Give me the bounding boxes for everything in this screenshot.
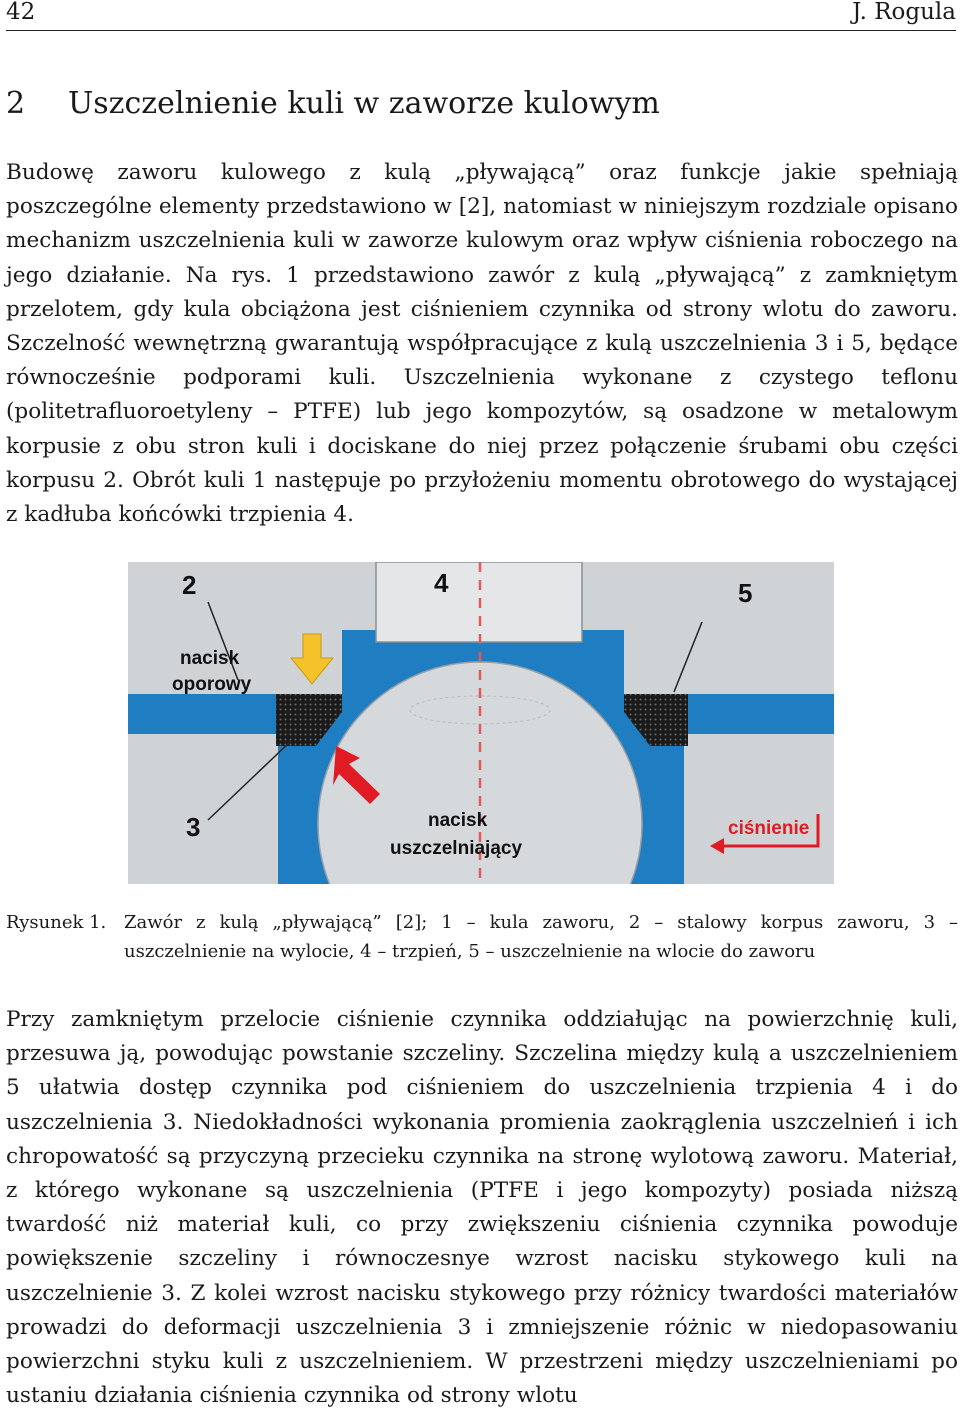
label-nacisk-oporowy-2: oporowy [172,674,252,695]
inlet-body [684,734,834,884]
paragraph-mechanism: Przy zamkniętym przelocie ciśnienie czynnika oddziałując na powierzchnię kuli, przesuwa ją, powodując powstanie szczeliny. Szczelina między kulą a uszczelnieniem 5 ułatwia dostęp czynnika pod ciśnieniem do uszczelnienia trzpienia 4 i do uszczelnienia 3. Niedokładności wykonania promienia zaokrąglenia uszczelnień i ich chropowatość są przyczyną przecieku czynnika na stronę wylotową zaworu. Materiał, z którego wykonane są uszczelnienia (PTFE i jego kompozyty) posiada niższą twardość niż materiał kuli, co przy zwiększeniu ciśnienia czynnika powoduje powiększenie szczeliny i równoczesnye wzrost nacisku stykowego kuli na uszczelnienie 3. Z kolei wzrost nacisku stykowego przy różnicy twardości materiałów prowadzi do deformacji uszczelnienia 3 i zmniejszenie różnic w niedopasowaniu powierzchni styku kuli z uszczelnieniem. W przestrzeni między uszczelnieniami po ustaniu działania ciśnienia czynnika od strony wlotu [6,1007,958,1409]
valve-diagram [128,562,834,884]
caption-label: Rysunek 1. [6,912,107,933]
section-number: 2 [6,86,26,121]
label-nacisk-oporowy-1: nacisk [180,648,240,669]
label-cisnienie: ciśnienie [728,818,810,839]
label-3: 3 [186,812,201,842]
label-nacisk-uszcz-1: nacisk [428,810,488,831]
page-header [6,0,956,31]
label-5: 5 [738,578,753,608]
page-number: 42 [6,0,36,25]
label-4: 4 [434,568,449,598]
paragraph-intro: Budowę zaworu kulowego z kulą „pływającą” oraz funkcje jakie spełniają poszczególne elementy przedstawiono w [2], natomiast w niniejszym rozdziale opisano mechanizm uszczelnienia kuli w zaworze kulowym oraz wpływ ciśnienia roboczego na jego działanie. Na rys. 1 przedstawiono zawór z kulą „pływającą” z zamkniętym przelotem, gdy kula obciążona jest ciśnieniem czynnika od strony wlotu do zaworu. Szczelność wewnętrzną gwarantują współpracujące z kulą uszczelnienia 3 i 5, będące równocześnie podporami kuli. Uszczelnienia wykonane z czystego teflonu (politetrafluoroetyleny – PTFE) lub jego kompozytów, są osadzone w metalowym korpusie z obu stron kuli i dociskane do niej przez połączenie śrubami obu części korpusu 2. Obrót kuli 1 następuje po przyłożeniu momentu obrotowego do wystającej z kadłuba końcówki trzpienia 4. [6,160,958,528]
section-title: Uszczelnienie kuli w zaworze kulowym [68,86,660,121]
caption-text: Zawór z kulą „pływającą” [2]; 1 – kula zaworu, 2 – stalowy korpus zaworu, 3 – uszczelnienie na wylocie, 4 – trzpień, 5 – uszczelnienie na wlocie do zaworu [124,912,958,962]
running-author: J. Rogula [852,0,956,25]
section-heading [6,86,660,121]
label-2: 2 [182,570,197,600]
figure-ball-valve [128,562,834,884]
figure-caption [6,909,958,966]
label-nacisk-uszcz-2: uszczelniający [390,838,523,859]
